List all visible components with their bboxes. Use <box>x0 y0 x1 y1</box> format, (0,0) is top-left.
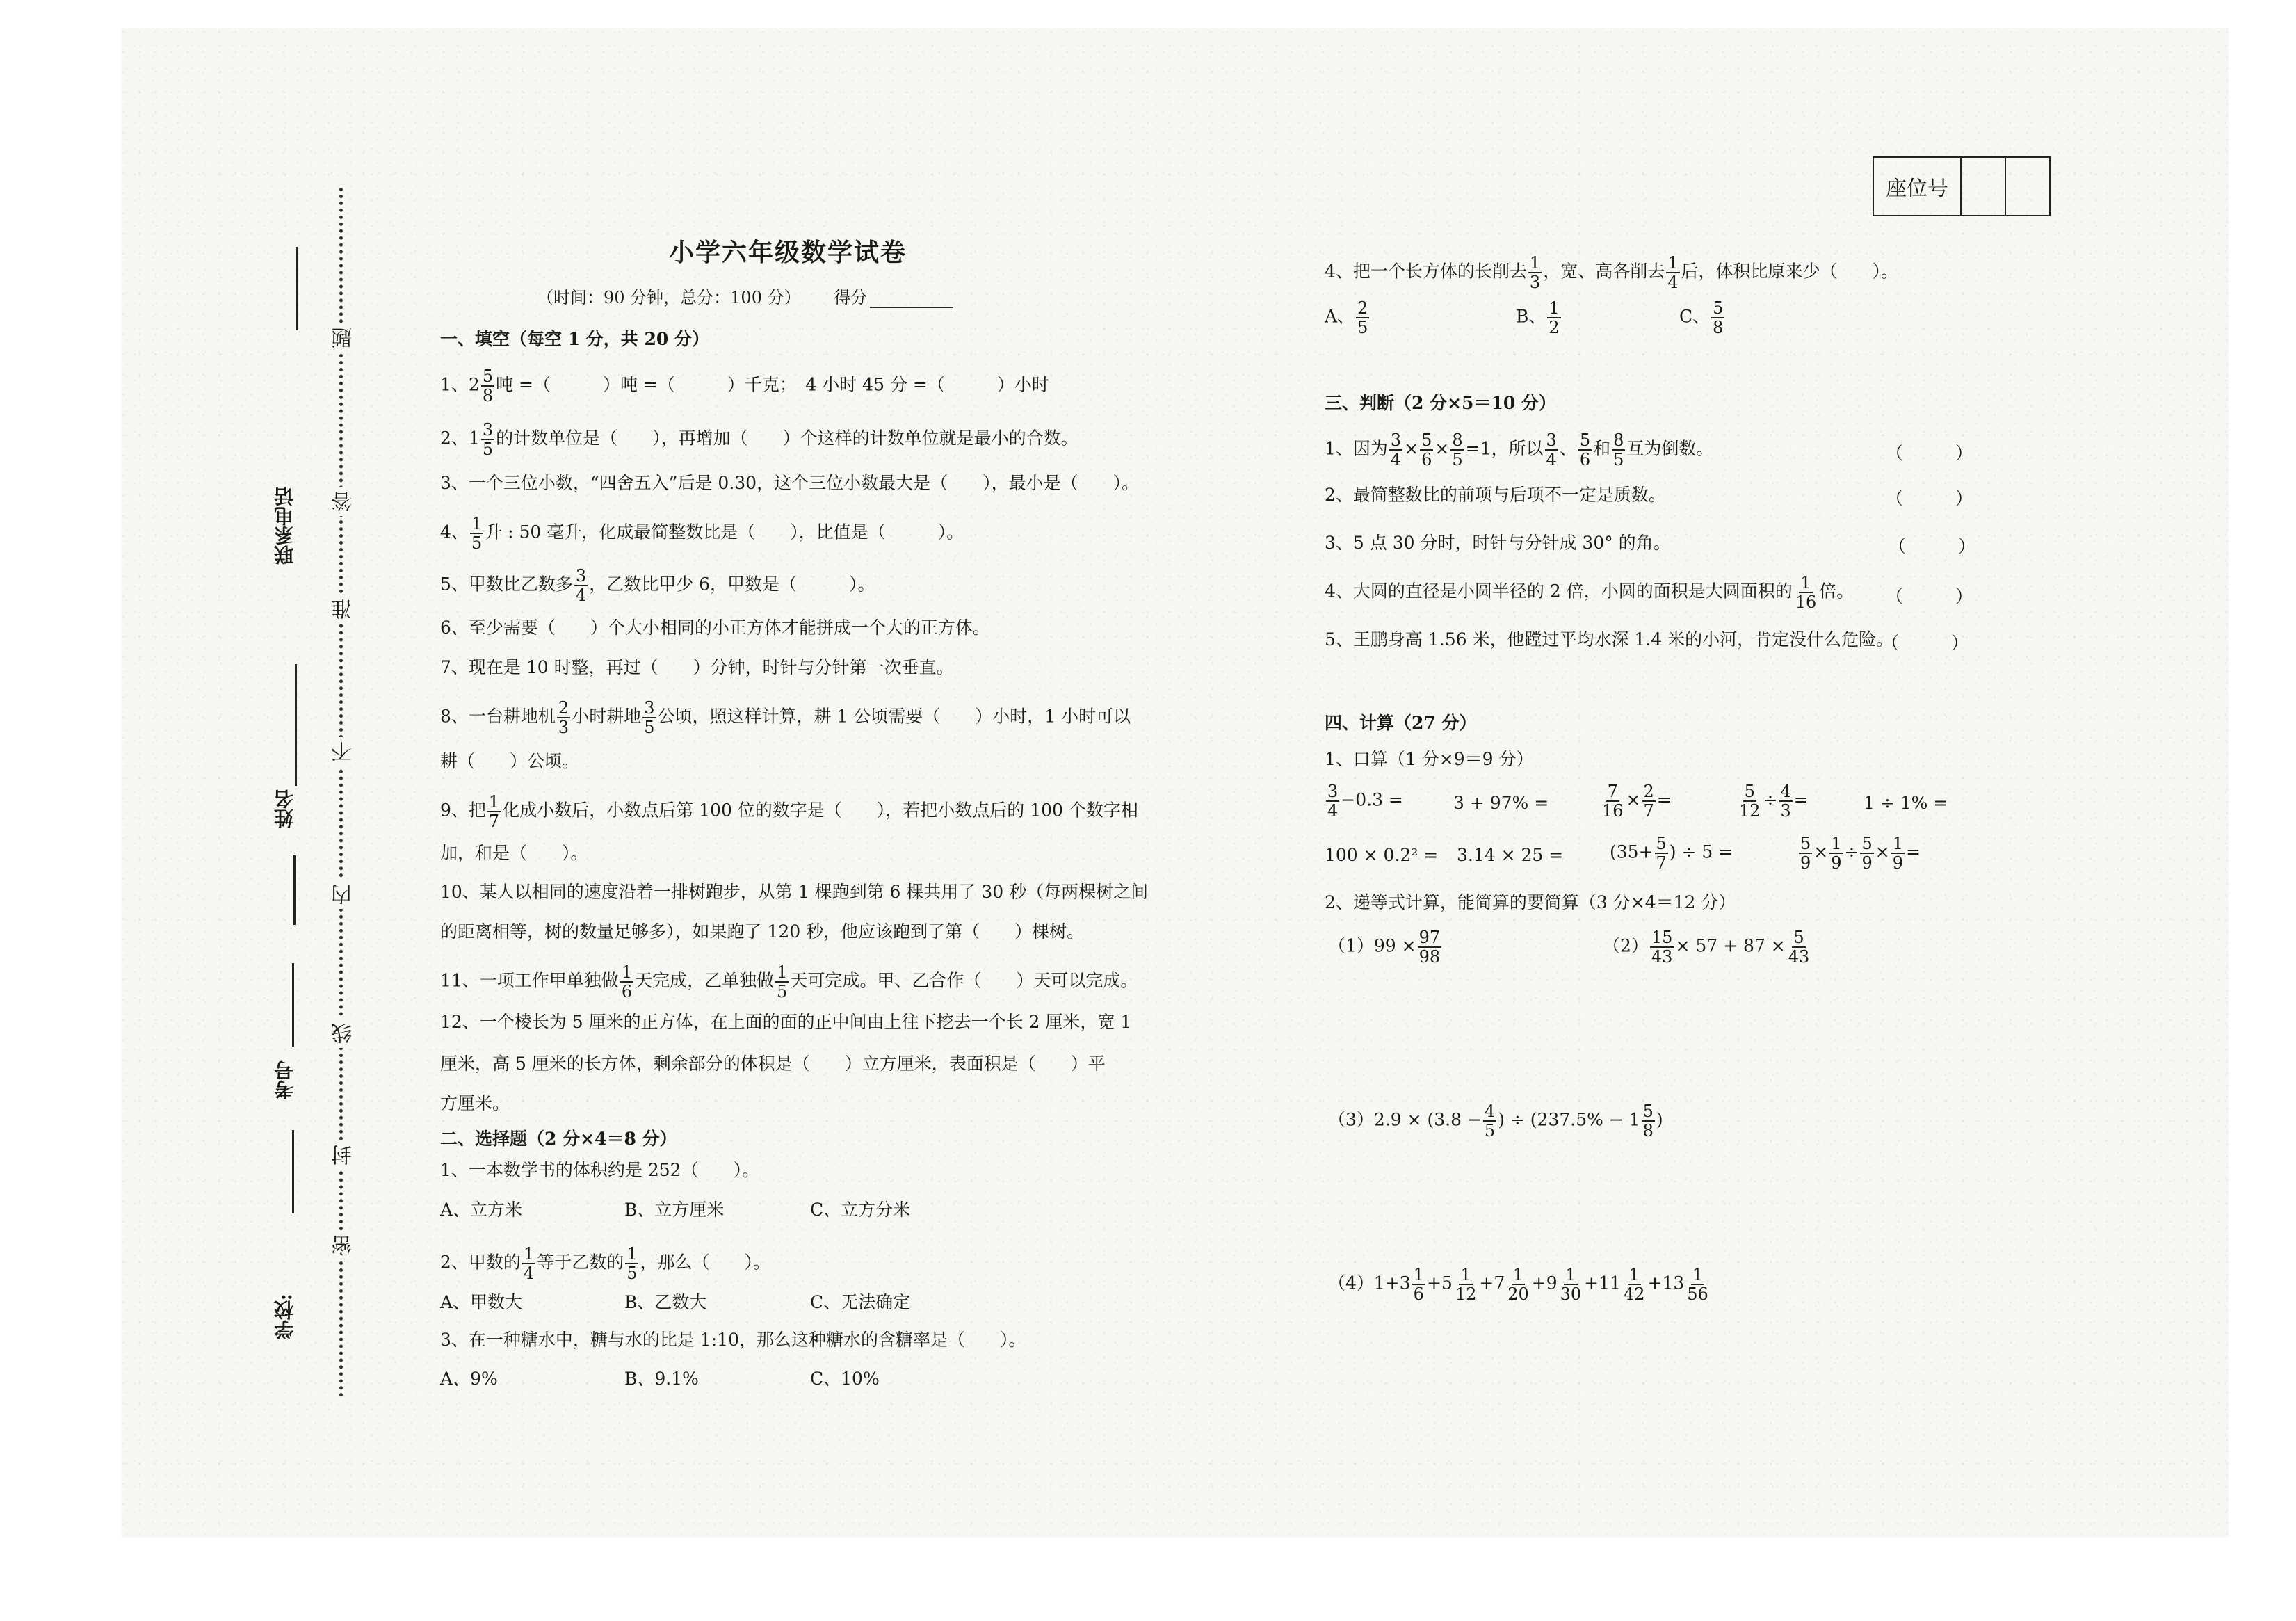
denominator: 3 <box>1780 801 1791 821</box>
s3-question-4 <box>1325 574 1854 611</box>
denominator: 5 <box>1613 450 1624 469</box>
question-text: 天完成，乙单独做 <box>635 970 775 991</box>
problem-label: （4） <box>1328 1273 1374 1293</box>
denominator: 9 <box>1831 853 1842 873</box>
scanned-paper <box>122 28 2229 1537</box>
expression: 99 × <box>1373 935 1416 956</box>
time-and-total: （时间：90 分钟，总分：100 分） <box>537 288 801 307</box>
denominator: 16 <box>1602 801 1624 821</box>
seal-char: 准 <box>329 595 359 624</box>
question-text: 公顷，照这样计算，耕 1 公顷需要（ ）小时，1 小时可以 <box>657 706 1131 727</box>
numerator: 1 <box>1529 253 1541 273</box>
fraction <box>1860 834 1873 872</box>
question-text: 等于乙数的 <box>537 1252 624 1273</box>
s2-question-3: 3、在一种糖水中，糖与水的比是 1:10，那么这种糖水的含糖率是（ ）。 <box>440 1330 1026 1350</box>
denominator: 2 <box>1549 318 1560 337</box>
s2-question-4 <box>1325 254 1898 291</box>
fraction <box>1779 782 1793 820</box>
stepwise-calc-heading: 2、递等式计算，能简算的要简算（3 分×4＝12 分） <box>1325 892 1736 912</box>
numerator: 5 <box>1861 834 1873 853</box>
question-text: 4、把一个长方体的长削去 <box>1325 261 1527 282</box>
fraction <box>1506 1266 1530 1303</box>
numerator: 3 <box>1546 430 1557 450</box>
denominator: 5 <box>482 439 494 459</box>
qnum: 1、 <box>440 374 469 395</box>
operator: × <box>1875 841 1890 862</box>
s1-question-10-line2: 的距离相等，树的数量足够多），如果跑了 120 秒，他应该跑到了第（ ）棵树。 <box>440 921 1085 942</box>
fraction <box>625 1245 638 1282</box>
s1-question-6: 6、至少需要（ ）个大小相同的小正方体才能拼成一个大的正方体。 <box>440 618 990 638</box>
expression: ) ÷ (237.5% − 1 <box>1498 1109 1640 1130</box>
denominator: 6 <box>1421 450 1432 469</box>
operator: = <box>1905 841 1921 862</box>
numerator: 3 <box>575 566 587 586</box>
s2-q2-option-a[interactable]: A、甲数大 <box>440 1292 523 1312</box>
fraction <box>1601 782 1625 820</box>
section4-heading: 四、计算（27 分） <box>1325 713 1477 733</box>
s1-question-12: 12、一个棱长为 5 厘米的正方体，在上面的面的正中间由上往下挖去一个长 2 厘米，宽 1 <box>440 1012 1132 1032</box>
denominator: 8 <box>1642 1121 1654 1140</box>
denominator: 4 <box>1327 801 1339 821</box>
fraction <box>522 1245 535 1282</box>
score-field[interactable] <box>870 307 953 308</box>
operator: = <box>1656 789 1672 810</box>
fraction <box>1787 928 1811 966</box>
phone-label: 联系电话 <box>273 487 296 565</box>
denominator: 98 <box>1418 947 1441 967</box>
fraction <box>487 793 501 830</box>
numerator: 3 <box>1327 782 1339 801</box>
school-field[interactable] <box>292 1130 294 1213</box>
judge-answer-1[interactable]: （ ） <box>1886 443 1973 463</box>
denominator: 43 <box>1651 947 1673 967</box>
question-text: 化成小数后，小数点后第 100 位的数字是（ ），若把小数点后的 100 个数字相 <box>502 800 1138 821</box>
fraction <box>1829 834 1843 872</box>
fraction <box>1655 834 1668 872</box>
seal-dotted-line <box>339 188 343 1398</box>
question-text: ，乙数比甲少 6，甲数是（ ）。 <box>589 574 875 595</box>
fraction <box>557 699 570 736</box>
stepwise-problem-2 <box>1603 928 1812 966</box>
denominator: 5 <box>471 533 483 553</box>
fraction <box>481 421 494 458</box>
seal-char: 题 <box>329 323 359 353</box>
score-label: 得分 <box>834 288 868 307</box>
fraction <box>642 699 656 736</box>
whole: 5 <box>1441 1273 1453 1293</box>
operator: ÷ <box>1844 841 1859 862</box>
numerator: 1 <box>1800 573 1811 592</box>
s1-question-9-line2: 加，和是（ ）。 <box>440 843 588 863</box>
numerator: 1 <box>471 514 483 533</box>
s2-q2-option-c[interactable]: C、无法确定 <box>810 1292 911 1312</box>
denominator: 5 <box>777 982 788 1001</box>
whole: 2 <box>468 374 480 395</box>
denominator: 6 <box>1413 1284 1424 1304</box>
phone-field[interactable] <box>296 247 298 330</box>
denominator: 4 <box>575 586 587 605</box>
numerator: 2 <box>1357 298 1368 318</box>
denominator: 5 <box>644 718 655 737</box>
operator: = <box>1793 789 1809 810</box>
question-text: 倍。 <box>1819 581 1854 602</box>
denominator: 12 <box>1455 1284 1477 1304</box>
oral-item-6: 100 × 0.2² = <box>1325 845 1439 865</box>
s1-question-12-line3: 方厘米。 <box>440 1093 510 1113</box>
fraction <box>775 963 789 1001</box>
question-text: 的计数单位是（ ），再增加（ ）个这样的计数单位就是最小的合数。 <box>496 428 1078 449</box>
denominator: 4 <box>523 1264 535 1283</box>
numerator: 15 <box>1651 928 1673 947</box>
question-text: 互为倒数。 <box>1626 438 1714 459</box>
denominator: 4 <box>1390 450 1402 469</box>
denominator: 7 <box>1643 801 1654 821</box>
s2-q1-option-c[interactable]: C、立方分米 <box>810 1200 911 1220</box>
denominator: 3 <box>558 718 569 737</box>
seal-char: 密 <box>329 1231 359 1260</box>
judge-answer-2[interactable]: （ ） <box>1886 488 1973 508</box>
question-text: 9、把 <box>440 800 486 821</box>
whole: 11 <box>1599 1273 1621 1293</box>
question-text: 小时耕地 <box>572 706 642 727</box>
name-label: 姓名 <box>273 789 296 828</box>
s3-question-1: 1、因为 $\frac{3}{4}$ × $\frac{5}{6}$ × $\frac{8}{5}$ =1，所以 $\frac{3}{4}$ 、 $\frac{5}{6}$ 和 $\frac{8}{5}$ 互为倒数。 <box>1325 430 1714 469</box>
school-label: 学校: <box>273 1293 296 1340</box>
fraction <box>1622 1266 1647 1303</box>
numerator: 1 <box>523 1244 535 1264</box>
exam-title: 小学六年级数学试卷 <box>669 238 907 267</box>
fraction <box>1650 928 1674 966</box>
fraction <box>1738 782 1762 820</box>
s2-q4-option-a[interactable] <box>1325 299 1371 337</box>
fraction <box>1412 1266 1425 1303</box>
numerator: 1 <box>1549 298 1560 318</box>
denominator: 8 <box>1713 318 1724 337</box>
denominator: 20 <box>1507 1284 1529 1304</box>
s1-question-2 <box>440 421 1078 458</box>
fraction <box>1891 834 1905 872</box>
seat-number-box <box>1873 156 2051 216</box>
fraction <box>470 515 483 552</box>
numerator: 4 <box>1780 782 1791 801</box>
s1-question-10: 10、某人以相同的速度沿着一排树跑步，从第 1 棵跑到第 6 棵共用了 30 秒（每两棵树之间 <box>440 882 1149 902</box>
denominator: 56 <box>1687 1284 1708 1304</box>
numerator: 2 <box>558 698 569 718</box>
numerator: 5 <box>1744 782 1755 801</box>
section3-heading: 三、判断（2 分×5＝10 分） <box>1325 393 1556 413</box>
operator: ÷ <box>1763 789 1778 810</box>
s1-question-8-line2: 耕（ ）公顷。 <box>440 751 580 771</box>
numerator: 5 <box>1421 430 1432 450</box>
s1-question-9 <box>440 793 1138 830</box>
denominator: 9 <box>1892 853 1903 873</box>
question-text: 吨 =（ ）吨 =（ ）千克； 4 小时 45 分 =（ ）小时 <box>496 374 1049 395</box>
s2-q1-option-b[interactable]: B、立方厘米 <box>624 1200 725 1220</box>
judge-answer-4[interactable]: （ ） <box>1886 586 1973 606</box>
question-text: ，那么（ ）。 <box>640 1252 770 1273</box>
question-text: =1，所以 <box>1465 438 1544 459</box>
fraction <box>574 567 588 604</box>
judge-answer-5[interactable]: （ ） <box>1882 633 1969 653</box>
section2-heading: 二、选择题（2 分×4＝8 分） <box>440 1129 677 1149</box>
fraction <box>1559 1266 1583 1303</box>
numerator: 97 <box>1418 928 1441 947</box>
denominator: 6 <box>621 982 633 1001</box>
denominator: 3 <box>1529 273 1541 292</box>
option-label: A、 <box>1325 306 1355 327</box>
oral-item-5: 1 ÷ 1% = <box>1864 793 1948 813</box>
whole: 13 <box>1662 1273 1685 1293</box>
stepwise-problem-4: （4）1+3 $\frac{1}{6}$ +5 $\frac{1}{12}$ +7 $\frac{1}{20}$ +9 $\frac{1}{30}$ +11 $\frac{1}{42}$ +13 $\frac{1}{56}$ <box>1328 1265 1708 1304</box>
fraction <box>1685 1266 1710 1303</box>
fraction <box>1666 254 1679 291</box>
denominator: 5 <box>1452 450 1463 469</box>
s2-question-2 <box>440 1245 770 1282</box>
s2-q3-option-a[interactable]: A、9% <box>440 1369 498 1389</box>
name-field-ext[interactable] <box>292 963 294 1047</box>
s2-q4-option-c[interactable] <box>1679 299 1726 337</box>
numerator: 3 <box>644 698 655 718</box>
expression: (35+ <box>1610 841 1654 862</box>
fraction <box>1545 431 1558 469</box>
fraction <box>1450 431 1464 469</box>
numerator: 3 <box>482 420 494 439</box>
fraction <box>1612 431 1625 469</box>
numerator: 7 <box>1607 782 1618 801</box>
seat-number-cell[interactable] <box>1962 158 2006 215</box>
exam-subtitle <box>537 284 953 308</box>
fraction <box>481 367 494 405</box>
s1-question-4 <box>440 515 964 552</box>
fraction <box>1799 834 1812 872</box>
numerator: 1 <box>1413 1265 1424 1284</box>
expression: ) <box>1656 1109 1663 1130</box>
whole: 9 <box>1546 1273 1558 1293</box>
numerator: 5 <box>1793 928 1804 947</box>
problem-label: （3） <box>1328 1109 1374 1130</box>
fraction <box>1642 1102 1655 1140</box>
denominator: 12 <box>1739 801 1761 821</box>
numerator: 1 <box>1831 834 1842 853</box>
numerator: 2 <box>1643 782 1654 801</box>
denominator: 4 <box>1546 450 1557 469</box>
numerator: 1 <box>1692 1265 1704 1284</box>
numerator: 1 <box>488 792 500 812</box>
fraction <box>620 963 633 1001</box>
s2-question-1: 1、一本数学书的体积约是 252（ ）。 <box>440 1160 760 1180</box>
denominator: 5 <box>1357 318 1368 337</box>
whole: 3 <box>1399 1273 1411 1293</box>
option-label: B、 <box>1516 306 1546 327</box>
s3-question-2: 2、最简整数比的前项与后项不一定是质数。 <box>1325 485 1666 505</box>
oral-item-4 <box>1736 782 1809 820</box>
numerator: 5 <box>482 366 494 386</box>
denominator: 5 <box>1484 1121 1496 1140</box>
numerator: 1 <box>1460 1265 1471 1284</box>
s1-question-11 <box>440 963 1138 1001</box>
numerator: 1 <box>1892 834 1903 853</box>
denominator: 30 <box>1560 1284 1582 1304</box>
operator: × <box>1626 789 1641 810</box>
seat-number-label: 座位号 <box>1874 158 1962 215</box>
seal-char: 内 <box>329 880 359 909</box>
seal-char: 线 <box>329 1019 359 1048</box>
numerator: 5 <box>1800 834 1811 853</box>
option-label: C、 <box>1679 306 1711 327</box>
fraction <box>1642 782 1656 820</box>
question-text: 天可完成。甲、乙合作（ ）天可以完成。 <box>790 970 1138 991</box>
question-text: 11、一项工作甲单独做 <box>440 970 619 991</box>
qnum: 4、 <box>440 522 469 542</box>
seal-char: 不 <box>329 737 359 766</box>
denominator: 42 <box>1623 1284 1645 1304</box>
question-text: 8、一台耕地机 <box>440 706 556 727</box>
s3-question-3: 3、5 点 30 分时，时针与分针成 30° 的角。 <box>1325 533 1671 553</box>
problem-label: （1） <box>1328 935 1374 956</box>
s3-question-5: 5、王鹏身高 1.56 米，他蹚过平均水深 1.4 米的小河，肯定没什么危险。 <box>1325 629 1894 650</box>
section1-heading: 一、填空（每空 1 分，共 20 分） <box>440 329 710 349</box>
expression: ) ÷ 5 = <box>1669 841 1733 862</box>
s2-q3-option-b[interactable]: B、9.1% <box>624 1369 699 1389</box>
stepwise-problem-3 <box>1328 1102 1663 1140</box>
numerator: 1 <box>626 1244 638 1264</box>
stepwise-problem-1 <box>1328 928 1443 966</box>
s2-q1-option-a[interactable]: A、立方米 <box>440 1200 523 1220</box>
name-field[interactable] <box>295 664 297 786</box>
fraction <box>1794 574 1818 611</box>
oral-item-9 <box>1797 834 1921 872</box>
fraction <box>1454 1266 1478 1303</box>
denominator: 6 <box>1579 450 1591 469</box>
s1-question-5 <box>440 567 875 604</box>
fraction <box>1389 431 1402 469</box>
exam-number-label: 考号 <box>273 1060 296 1099</box>
numerator: 1 <box>621 962 633 982</box>
fraction <box>1711 299 1724 337</box>
expression: × 57 + 87 × <box>1675 935 1786 956</box>
denominator: 7 <box>488 812 500 831</box>
denominator: 16 <box>1795 592 1817 612</box>
s1-question-8 <box>440 699 1131 736</box>
s2-q3-option-c[interactable]: C、10% <box>810 1369 880 1389</box>
oral-item-8 <box>1610 834 1733 872</box>
numerator: 1 <box>777 962 788 982</box>
numerator: 1 <box>1565 1265 1576 1284</box>
question-text: 5、甲数比乙数多 <box>440 574 573 595</box>
whole: 1 <box>468 428 480 449</box>
question-text: 和 <box>1593 438 1611 459</box>
s2-q4-option-b[interactable] <box>1516 299 1562 337</box>
denominator: 4 <box>1667 273 1679 292</box>
numerator: 8 <box>1452 430 1463 450</box>
numerator: 1 <box>1512 1265 1524 1284</box>
fraction <box>1547 299 1560 337</box>
s1-question-7: 7、现在是 10 时整，再过（ ）分钟，时针与分针第一次垂直。 <box>440 657 954 677</box>
fraction <box>1418 928 1442 966</box>
exam-number-field[interactable] <box>293 855 296 925</box>
numerator: 5 <box>1656 834 1667 853</box>
expression: 2.9 × (3.8 − <box>1373 1109 1482 1130</box>
s1-question-12-line2: 厘米，高 5 厘米的长方体，剩余部分的体积是（ ）立方厘米，表面积是（ ）平 <box>440 1054 1106 1074</box>
numerator: 5 <box>1579 430 1591 450</box>
question-text: ，宽、高各削去 <box>1543 261 1665 282</box>
expression: −0.3 = <box>1341 789 1403 810</box>
fraction <box>1528 254 1542 291</box>
whole: 7 <box>1494 1273 1505 1293</box>
denominator: 8 <box>482 386 494 405</box>
question-text: 后，体积比原来少（ ）。 <box>1681 261 1899 282</box>
denominator: 9 <box>1861 853 1873 873</box>
oral-item-3 <box>1599 782 1672 820</box>
question-text: 1、因为 <box>1325 438 1388 459</box>
numerator: 3 <box>1390 430 1402 450</box>
oral-item-1 <box>1325 782 1403 820</box>
numerator: 5 <box>1713 298 1724 318</box>
oral-calc-heading: 1、口算（1 分×9＝9 分） <box>1325 749 1534 769</box>
question-text: 4、大圆的直径是小圆半径的 2 倍，小圆的面积是大圆面积的 <box>1325 581 1793 602</box>
problem-label: （2） <box>1603 935 1649 956</box>
fraction <box>1578 431 1592 469</box>
s1-question-1 <box>440 367 1049 405</box>
numerator: 1 <box>1667 253 1679 273</box>
numerator: 8 <box>1613 430 1624 450</box>
qnum: 2、 <box>440 428 469 449</box>
denominator: 5 <box>626 1264 638 1283</box>
seat-number-cell[interactable] <box>2006 158 2049 215</box>
s1-question-3: 3、一个三位小数，“四舍五入”后是 0.30，这个三位小数最大是（ ），最小是（ ）。 <box>440 473 1140 493</box>
oral-item-2: 3 + 97% = <box>1453 793 1549 813</box>
fraction <box>1483 1102 1496 1140</box>
fraction <box>1420 431 1433 469</box>
seal-char: 封 <box>329 1140 359 1170</box>
denominator: 43 <box>1788 947 1810 967</box>
question-text: 升 : 50 毫升，化成最简整数比是（ ），比值是（ ）。 <box>485 522 964 542</box>
s2-q2-option-b[interactable]: B、乙数大 <box>624 1292 707 1312</box>
judge-answer-3[interactable]: （ ） <box>1889 536 1976 556</box>
numerator: 1 <box>1628 1265 1640 1284</box>
denominator: 9 <box>1800 853 1811 873</box>
numerator: 5 <box>1642 1102 1654 1121</box>
whole: 1 <box>1373 1273 1385 1293</box>
numerator: 4 <box>1484 1102 1496 1121</box>
denominator: 7 <box>1656 853 1667 873</box>
fraction <box>1356 299 1369 337</box>
oral-item-7: 3.14 × 25 = <box>1457 845 1564 865</box>
fraction <box>1326 782 1339 820</box>
operator: × <box>1813 841 1829 862</box>
seal-char: 答 <box>329 487 359 516</box>
question-text: 2、甲数的 <box>440 1252 521 1273</box>
